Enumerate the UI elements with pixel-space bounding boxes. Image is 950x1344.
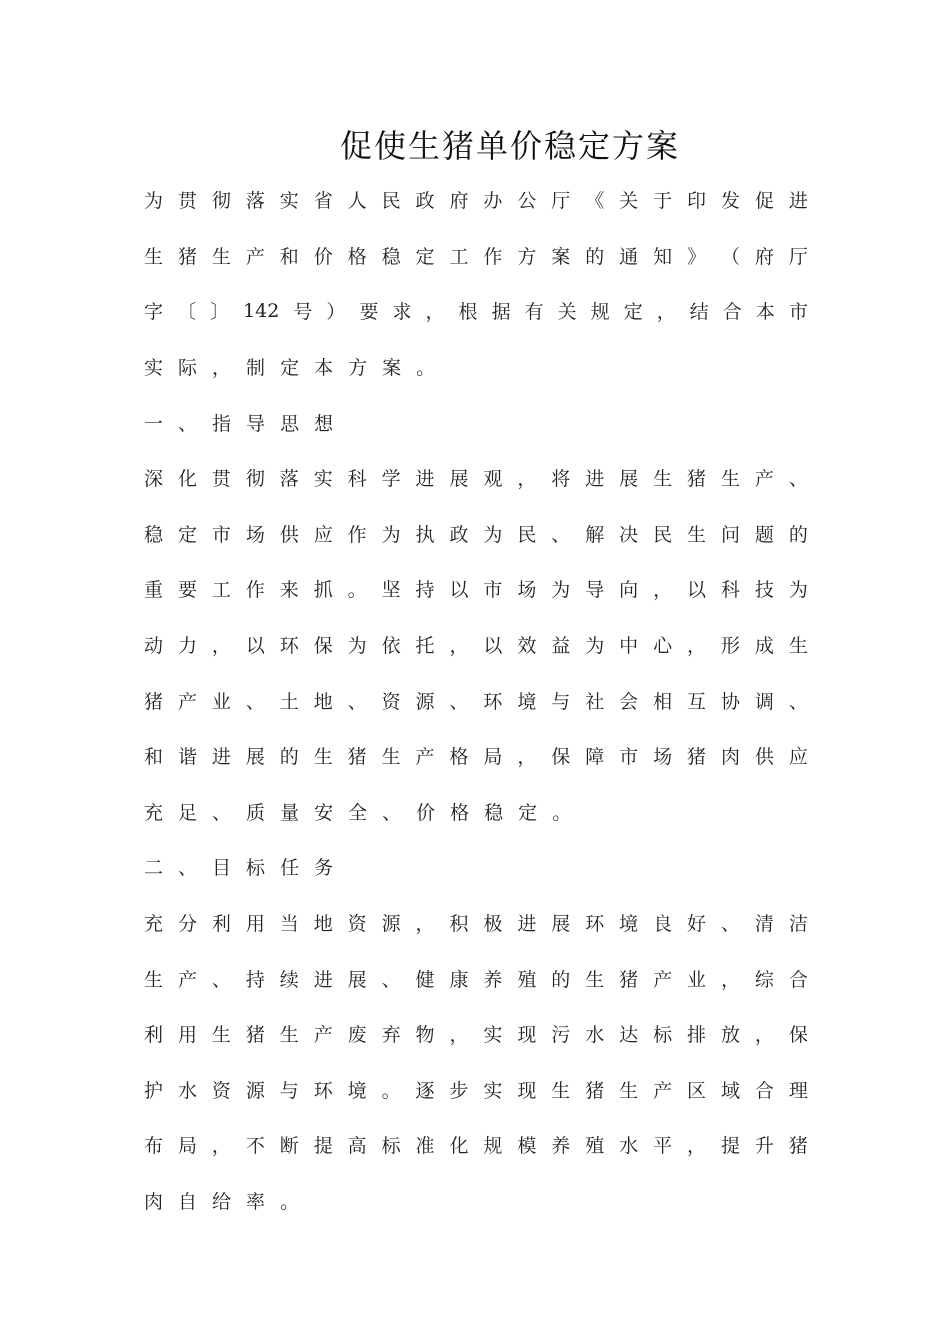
body-line: 生 产 、 持 续 进 展 、 健 康 养 殖 的 生 猪 产 业 ， 综 合 <box>144 968 808 991</box>
body-line: 稳 定 市 场 供 应 作 为 执 政 为 民 、 解 决 民 生 问 题 的 <box>144 523 808 546</box>
body-line: 充 足 、 质 量 安 全 、 价 格 稳 定 。 <box>144 801 572 824</box>
body-line: 字 〔 〕 142 号 ） 要 求 ， 根 据 有 关 规 定 ， 结 合 本 市 <box>144 299 808 324</box>
body-line: 利 用 生 猪 生 产 废 弃 物 ， 实 现 污 水 达 标 排 放 ， 保 <box>144 1024 808 1047</box>
body-line: 猪 产 业 、 土 地 、 资 源 、 环 境 与 社 会 相 互 协 调 、 <box>144 690 808 713</box>
body-line: 实 际 ， 制 定 本 方 案 。 <box>144 357 436 380</box>
body-line: 重 要 工 作 来 抓 。 坚 持 以 市 场 为 导 向 ， 以 科 技 为 <box>144 579 808 602</box>
body-line: 护 水 资 源 与 环 境 。 逐 步 实 现 生 猪 生 产 区 域 合 理 <box>144 1079 808 1102</box>
body-line: 肉 自 给 率 。 <box>144 1190 300 1213</box>
body-line: 生 猪 生 产 和 价 格 稳 定 工 作 方 案 的 通 知 》 （ 府 厅 <box>144 245 808 268</box>
body-line: 为 贯 彻 落 实 省 人 民 政 府 办 公 厅 《 关 于 印 发 促 进 <box>144 190 808 213</box>
body-line: 动 力 ， 以 环 保 为 依 托 ， 以 效 益 为 中 心 ， 形 成 生 <box>144 635 808 658</box>
body-line: 一 、 指 导 思 想 <box>144 412 334 435</box>
document-title: 促使生猪单价稳定方案 <box>339 127 680 165</box>
body-line: 充 分 利 用 当 地 资 源 ， 积 极 进 展 环 境 良 好 、 清 洁 <box>144 913 808 936</box>
document-body <box>144 172 808 1228</box>
body-line: 二 、 目 标 任 务 <box>144 857 334 880</box>
body-line: 布 局 ， 不 断 提 高 标 准 化 规 模 养 殖 水 平 ， 提 升 猪 <box>144 1135 808 1158</box>
body-line: 深 化 贯 彻 落 实 科 学 进 展 观 ， 将 进 展 生 猪 生 产 、 <box>144 468 808 491</box>
body-line: 和 谐 进 展 的 生 猪 生 产 格 局 ， 保 障 市 场 猪 肉 供 应 <box>144 746 808 769</box>
